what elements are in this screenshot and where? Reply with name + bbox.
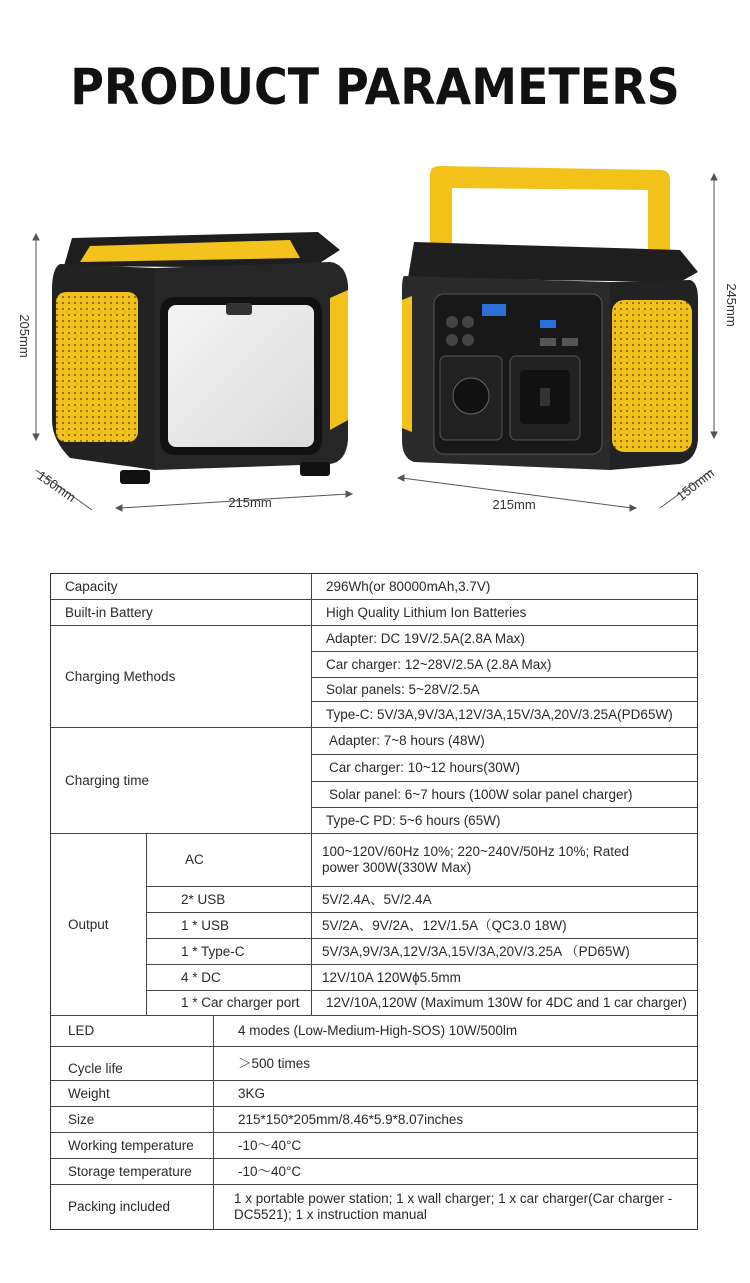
output-dc-value: 12V/10A 120Wϕ5.5mm [312, 965, 697, 991]
charging-method-solar: Solar panels: 5~28V/2.5A [312, 678, 697, 702]
left-width-label: 215mm [228, 495, 272, 510]
led-value: 4 modes (Low-Medium-High-SOS) 10W/500lm [214, 1016, 697, 1047]
output-label: Output [51, 834, 147, 1016]
charging-time-car: Car charger: 10~12 hours(30W) [312, 755, 697, 782]
size-value: 215*150*205mm/8.46*5.9*8.07inches [214, 1107, 697, 1133]
power-station-port-view [402, 166, 698, 470]
led-label: LED [51, 1016, 214, 1047]
weight-label: Weight [51, 1081, 214, 1107]
charging-time-adapter: Adapter: 7~8 hours (48W) [312, 728, 697, 755]
battery-value: High Quality Lithium Ion Batteries [312, 600, 697, 626]
storage-temp-value: -10～40°C [214, 1159, 697, 1185]
output-usb2-name: 2* USB [147, 887, 312, 913]
charging-time-label: Charging time [51, 728, 312, 834]
size-label: Size [51, 1107, 214, 1133]
working-temp-value: -10～40°C [214, 1133, 697, 1159]
storage-temp-label: Storage temperature [51, 1159, 214, 1185]
output-usb1-name: 1 * USB [147, 913, 312, 939]
output-dc-name: 4 * DC [147, 965, 312, 991]
capacity-label: Capacity [51, 574, 312, 600]
charging-method-car: Car charger: 12~28V/2.5A (2.8A Max) [312, 652, 697, 678]
charging-time-solar: Solar panel: 6~7 hours (100W solar panel charger) [312, 782, 697, 808]
battery-label: Built-in Battery [51, 600, 312, 626]
packing-value: 1 x portable power station; 1 x wall charger; 1 x car charger(Car charger -DC5521); 1 x instruction manual [234, 1191, 673, 1222]
capacity-value: 296Wh(or 80000mAh,3.7V) [312, 574, 697, 600]
cycle-value: ＞500 times [214, 1047, 697, 1081]
output-typec-value: 5V/3A,9V/3A,12V/3A,15V/3A,20V/3.25A （PD65W) [312, 939, 697, 965]
right-depth-label: 150mm [673, 465, 717, 504]
output-car-port-name: 1 * Car charger port [147, 991, 312, 1016]
power-station-led-view [52, 232, 348, 484]
weight-value: 3KG [214, 1081, 697, 1107]
working-temp-label: Working temperature [51, 1133, 214, 1159]
right-height-label: 245mm [724, 283, 739, 327]
product-illustration [0, 150, 750, 530]
output-usb2-value: 5V/2.4A、5V/2.4A [312, 887, 697, 913]
output-ac-value: 100~120V/60Hz 10%; 220~240V/50Hz 10%; Rated power 300W(330W Max) [312, 834, 697, 887]
left-depth-label: 150mm [34, 467, 79, 505]
charging-method-adapter: Adapter: DC 19V/2.5A(2.8A Max) [312, 626, 697, 652]
page-title: PRODUCT PARAMETERS [70, 58, 680, 116]
charging-time-typec: Type-C PD: 5~6 hours (65W) [312, 808, 697, 834]
left-height-label: 205mm [17, 314, 32, 358]
output-car-port-value: 12V/10A,120W (Maximum 130W for 4DC and 1 car charger) [312, 991, 697, 1016]
cycle-label: Cycle life [51, 1047, 214, 1081]
charging-method-typec: Type-C: 5V/3A,9V/3A,12V/3A,15V/3A,20V/3.25A(PD65W) [312, 702, 697, 728]
output-typec-name: 1 * Type-C [147, 939, 312, 965]
right-width-label: 215mm [492, 497, 536, 512]
spec-table [50, 573, 698, 1230]
output-ac-name: AC [147, 834, 312, 887]
packing-label: Packing included [51, 1185, 214, 1229]
charging-methods-label: Charging Methods [51, 626, 312, 728]
output-usb1-value: 5V/2A、9V/2A、12V/1.5A（QC3.0 18W) [312, 913, 697, 939]
